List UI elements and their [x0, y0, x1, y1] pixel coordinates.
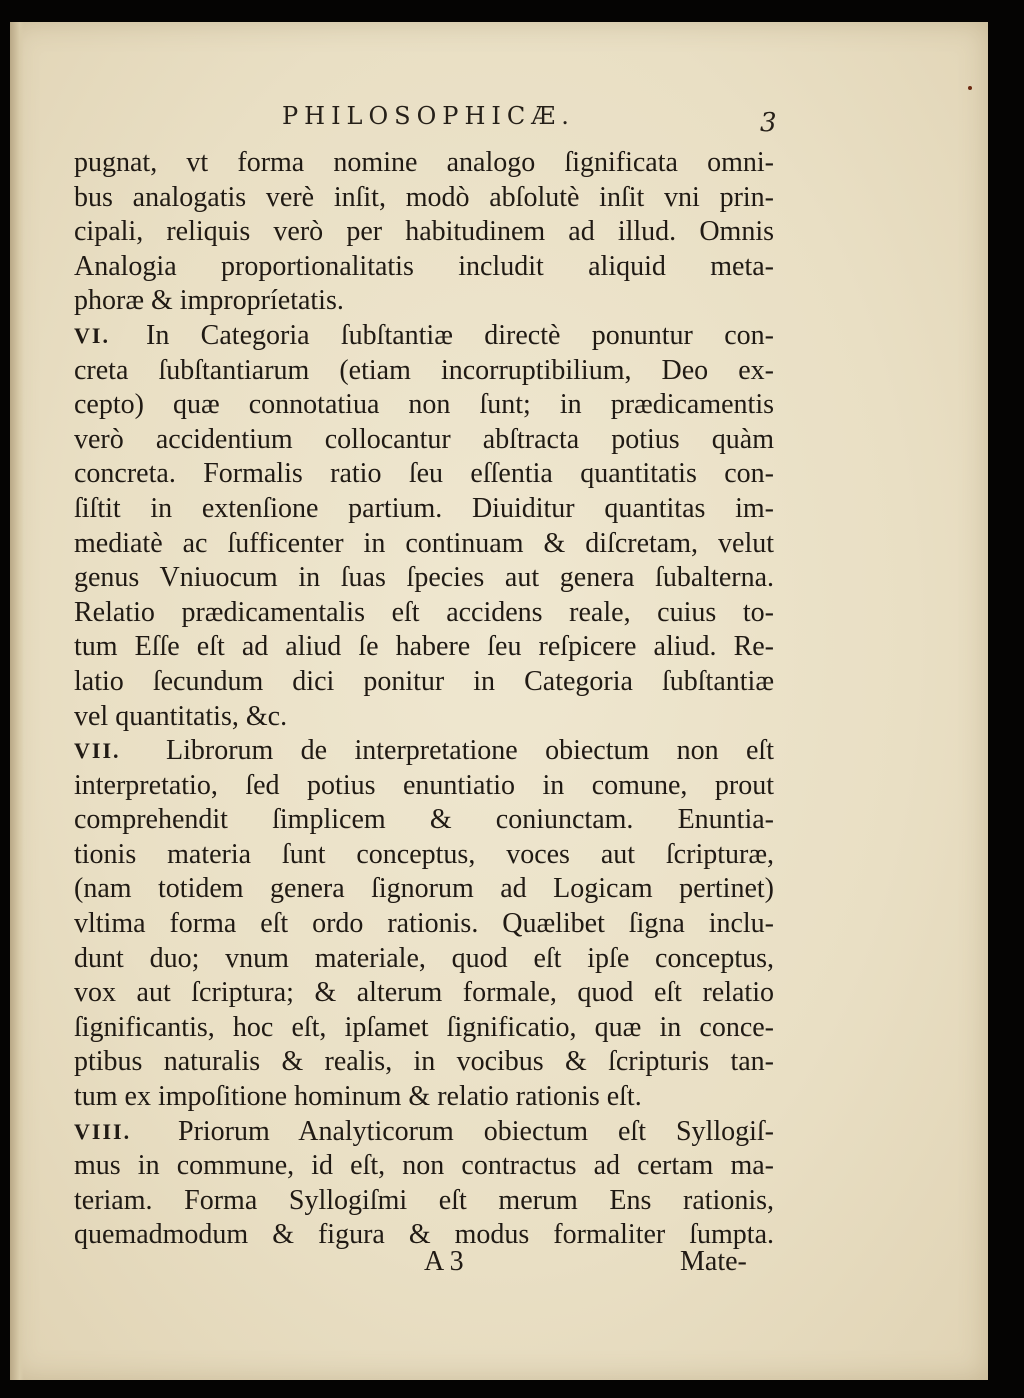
- section-marker: VII.: [74, 738, 121, 764]
- text-line: cepto) quæ connotatiua non ſunt; in prædicamentis: [74, 389, 774, 421]
- text-line: [74, 319, 774, 354]
- text-line: tum Eſſe eſt ad aliud ſe habere ſeu reſpicere aliud. Re-: [74, 631, 774, 663]
- text-line: ſiſtit in extenſione partium. Diuiditur quantitas im-: [74, 492, 774, 524]
- page-footer: [10, 1246, 988, 1286]
- text-line: comprehendit ſimplicem & coniunctam. Enuntia-: [74, 804, 774, 836]
- book-page: [10, 22, 988, 1380]
- text-line: tum ex impoſitione hominum & relatio rationis eſt.: [74, 1081, 642, 1113]
- text-line: quemadmodum & figura & modus formaliter ſumpta.: [74, 1219, 774, 1251]
- text-line: Relatio prædicamentalis eſt accidens reale, cuius to-: [74, 596, 774, 628]
- text-line: tionis materia ſunt conceptus, voces aut ſcripturæ,: [74, 838, 774, 870]
- text-line: pugnat, vt forma nomine analogo ſignificata omni-: [74, 147, 774, 178]
- catchword: Mate-: [680, 1246, 747, 1277]
- section-marker: VI.: [74, 322, 110, 348]
- text-line: interpretatio, ſed potius enuntiatio in comune, prout: [74, 769, 774, 801]
- body-text: [74, 146, 774, 1253]
- text-line: creta ſubſtantiarum (etiam incorruptibilium, Deo ex-: [74, 354, 774, 386]
- page-number: 3: [760, 108, 777, 138]
- text-line: mediatè ac ſufficenter in continuam & diſcretam, velut: [74, 527, 774, 559]
- text-line: (nam totidem genera ſignorum ad Logicam pertinet): [74, 873, 774, 905]
- text-line: vltima forma eſt ordo rationis. Quælibet ſigna inclu-: [74, 908, 774, 940]
- text-line: concreta. Formalis ratio ſeu eſſentia quantitatis con-: [74, 458, 774, 490]
- text-line: latio ſecundum dici ponitur in Categoria ſubſtantiæ: [74, 665, 774, 697]
- text-line: ſignificantis, hoc eſt, ipſamet ſignificatio, quæ in conce-: [74, 1011, 774, 1043]
- text-line: verò accidentium collocantur abſtracta potius quàm: [74, 423, 774, 455]
- text-line: teriam. Forma Syllogiſmi eſt merum Ens rationis,: [74, 1184, 774, 1216]
- text-line: bus analogatis verè inſit, modò abſolutè inſit vni prin-: [74, 181, 774, 213]
- text-line: phoræ & impropríetatis.: [74, 285, 344, 317]
- text-line: vel quantitatis, &c.: [74, 700, 288, 732]
- text-line: dunt duo; vnum materiale, quod eſt ipſe conceptus,: [74, 942, 774, 974]
- text-line: genus Vniuocum in ſuas ſpecies aut genera ſubalterna.: [74, 562, 774, 594]
- text-line-content: Librorum de interpretatione obiectum non eſt: [166, 735, 774, 767]
- text-line-content: In Categoria ſubſtantiæ directè ponuntur con-: [146, 319, 774, 351]
- page-binding-edge: [10, 22, 24, 1380]
- running-head-title: PHILOSOPHICÆ.: [282, 102, 575, 130]
- text-line: ptibus naturalis & realis, in vocibus & ſcripturis tan-: [74, 1046, 774, 1078]
- text-line: [74, 1115, 774, 1150]
- signature-mark: A 3: [424, 1246, 464, 1277]
- running-head: [10, 102, 988, 142]
- text-line: mus in commune, id eſt, non contractus ad certam ma-: [74, 1150, 774, 1182]
- section-marker: VIII.: [74, 1118, 132, 1144]
- text-line: [74, 734, 774, 769]
- text-line-content: Priorum Analyticorum obiectum eſt Syllogiſ-: [178, 1115, 774, 1147]
- ink-speck: [968, 86, 972, 90]
- text-line: cipali, reliquis verò per habitudinem ad illud. Omnis: [74, 216, 774, 248]
- text-line: vox aut ſcriptura; & alterum formale, quod eſt relatio: [74, 977, 774, 1009]
- text-line: Analogia proportionalitatis includit aliquid meta-: [74, 250, 774, 282]
